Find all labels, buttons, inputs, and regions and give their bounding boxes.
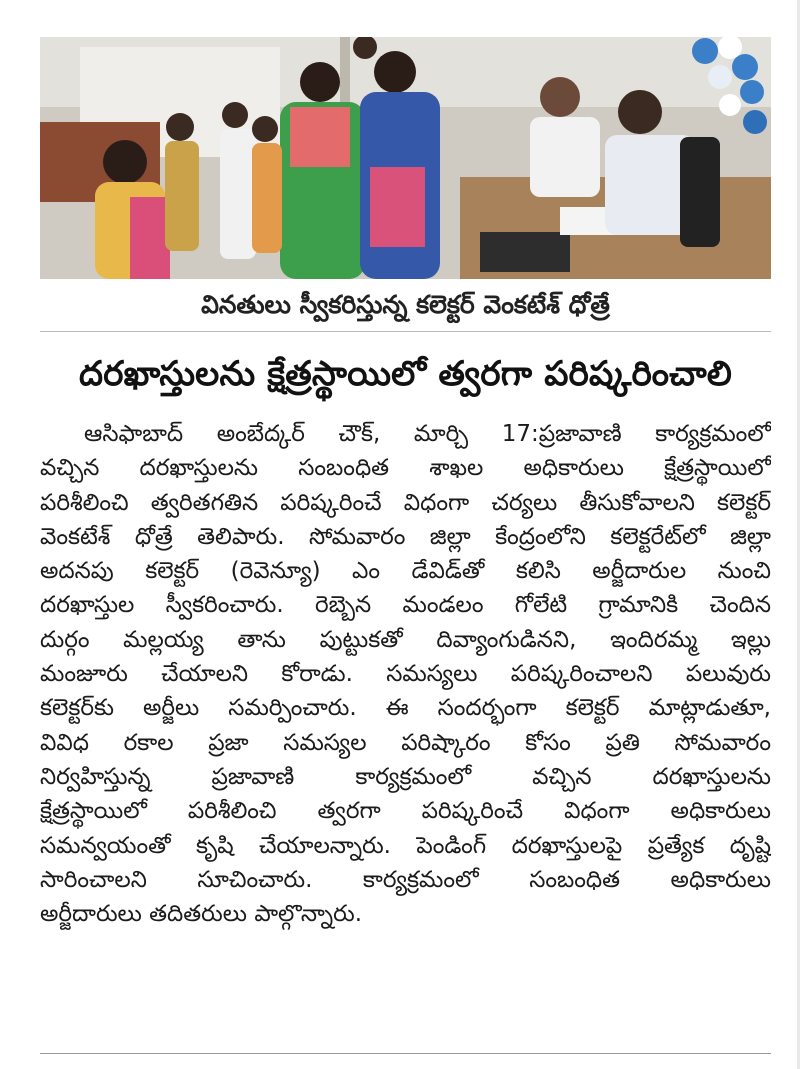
article-line: దరఖాస్తుల స్వీకరించారు. రెబ్బెన మండలం గోలేటి గ్రామానికి చెందిన (40, 592, 771, 619)
article-line: వివిధ రకాల ప్రజా సమస్యల పరిష్కారం కోసం ప్రతి సోమవారం (40, 729, 771, 756)
article-line: సమన్వయంతో కృషి చేయాలన్నారు. పెండింగ్ దరఖాస్తులపై ప్రత్యేక దృష్టి (40, 832, 771, 859)
article-line: వచ్చిన దరఖాస్తులను సంబంధిత శాఖల అధికారులు క్షేత్రస్థాయిలో (40, 455, 771, 482)
article-line: సారించాలని సూచించారు. కార్యక్రమంలో సంబంధిత అధికారులు (40, 866, 771, 893)
news-photo (40, 37, 771, 279)
article-line: క్షేత్రస్థాయిలో పరిశీలించి త్వరగా పరిష్కరించే విధంగా అధికారులు (40, 798, 771, 825)
bottom-divider (40, 1053, 771, 1054)
article-line: ఆసిఫాబాద్ అంబేద్కర్ చౌక్, మార్చి 17:ప్రజావాణి కార్యక్రమంలో (84, 421, 771, 447)
article-line: మంజూరు చేయాలని కోరాడు. సమస్యలు పరిష్కరించాలని పలువురు (40, 661, 771, 688)
article-line: అర్జీదారులు తదితరులు పాల్గొన్నారు. (40, 901, 363, 928)
photo-caption: వినతులు స్వీకరిస్తున్న కలెక్టర్ వెంకటేశ్ ధోత్రే (201, 290, 610, 319)
caption-divider (40, 331, 771, 332)
article-line: దుర్గం మల్లయ్య తాను పుట్టుకతో దివ్యాంగుడినని, ఇందిరమ్మ ఇల్లు (40, 626, 771, 653)
article-body (40, 417, 771, 931)
article-headline: దరఖాస్తులను క్షేత్రస్థాయిలో త్వరగా పరిష్కరించాలి (79, 354, 732, 394)
article-line: కలెక్టర్‌కు అర్జీలు సమర్పించారు. ఈ సందర్భంగా కలెక్టర్ మాట్లాడుతూ, (40, 695, 771, 722)
article-line: అదనపు కలెక్టర్ (రెవెన్యూ) ఎం డేవిడ్‌తో కలిసి అర్జీదారుల నుంచి (40, 558, 771, 585)
article-line: నిర్వహిస్తున్న ప్రజావాణి కార్యక్రమంలో వచ్చిన దరఖాస్తులను (40, 763, 771, 790)
article-line: వెంకటేశ్ ధోత్రే తెలిపారు. సోమవారం జిల్లా కేంద్రంలోని కలెక్టరేట్‌లో జిల్లా (40, 523, 771, 550)
photo-illustration (40, 37, 771, 279)
article-line: పరిశీలించి త్వరితగతిన పరిష్కరించే విధంగా చర్యలు తీసుకోవాలని కలెక్టర్ (40, 489, 771, 516)
